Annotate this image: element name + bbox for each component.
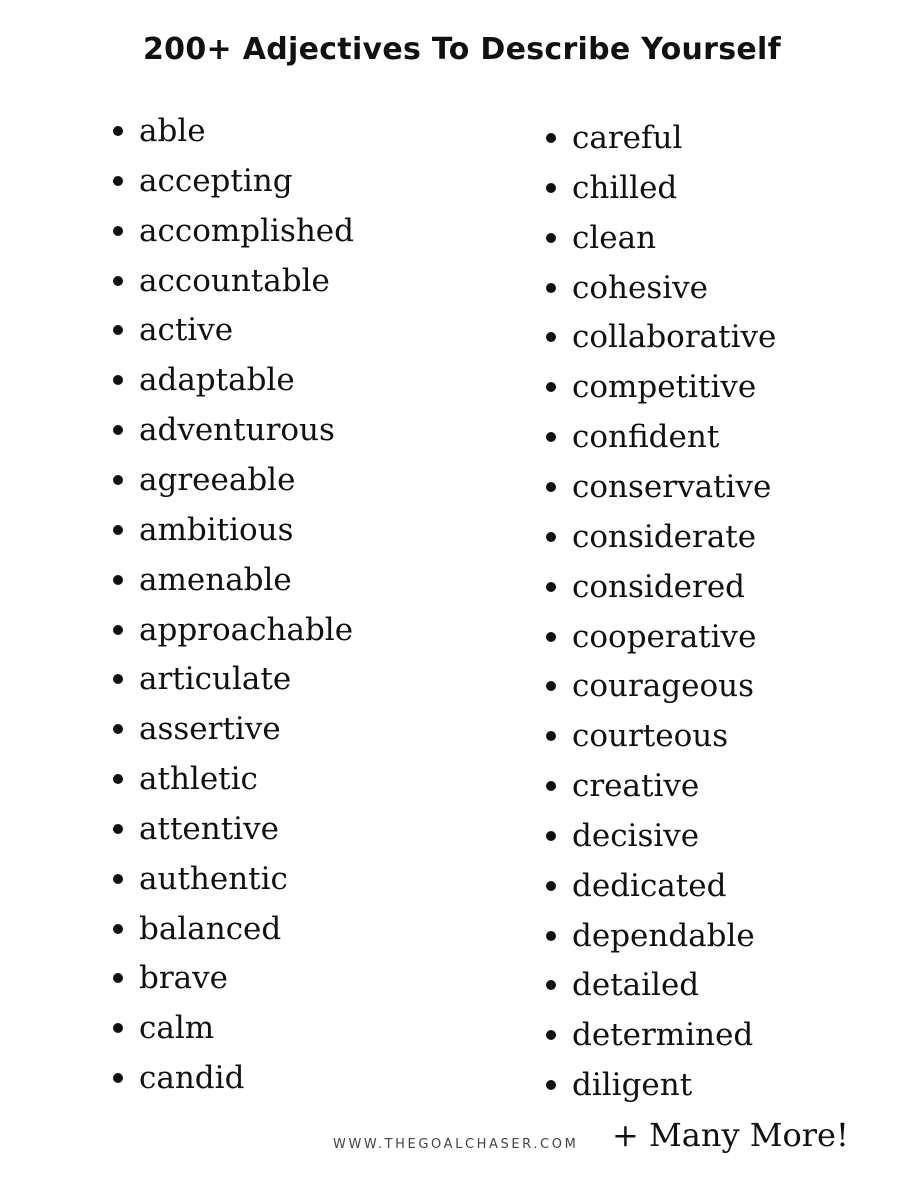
bullet-icon — [546, 1080, 556, 1090]
adjective-text: accountable — [139, 262, 330, 299]
adjective-text: adaptable — [139, 362, 295, 399]
adjective-text: competitive — [572, 369, 757, 406]
bullet-icon — [546, 731, 556, 741]
adjective-text: confident — [572, 419, 720, 456]
adjective-text: courteous — [572, 718, 729, 755]
many-more-label: + Many More! — [612, 1116, 849, 1154]
bullet-icon — [546, 332, 556, 342]
bullet-icon — [113, 575, 123, 585]
bullet-icon — [113, 674, 123, 684]
adjective-text: calm — [139, 1010, 215, 1047]
adjective-text: ambitious — [139, 511, 294, 548]
bullet-icon — [113, 625, 123, 635]
adjective-text: able — [139, 113, 206, 149]
adjective-text: cohesive — [572, 269, 709, 306]
adjective-text: balanced — [139, 910, 282, 947]
adjective-text: creative — [572, 768, 700, 805]
bullet-icon — [113, 325, 123, 335]
bullet-icon — [546, 632, 556, 642]
adjective-text: dependable — [572, 917, 755, 954]
bullet-icon — [546, 432, 556, 442]
adjective-text: considered — [572, 568, 746, 605]
adjective-text: courageous — [572, 668, 755, 705]
adjective-text: considerate — [572, 518, 757, 555]
bullet-icon — [113, 1023, 123, 1033]
adjective-text: accepting — [139, 162, 293, 199]
adjective-text: detailed — [572, 967, 700, 1004]
bullet-icon — [113, 375, 123, 385]
bullet-icon — [113, 874, 123, 884]
bullet-icon — [113, 276, 123, 286]
adjective-text: careful — [572, 120, 683, 156]
adjective-text: chilled — [572, 169, 678, 206]
bullet-icon — [113, 924, 123, 934]
bullet-icon — [546, 532, 556, 542]
adjective-text: clean — [572, 219, 657, 256]
bullet-icon — [113, 176, 123, 186]
adjective-text: diligent — [572, 1067, 693, 1104]
bullet-icon — [546, 831, 556, 841]
bullet-icon — [113, 126, 123, 136]
adjective-text: agreeable — [139, 461, 296, 498]
adjective-text: authentic — [139, 860, 288, 897]
adjective-text: attentive — [139, 810, 279, 847]
adjective-text: conservative — [572, 468, 772, 505]
adjective-text: dedicated — [572, 867, 727, 904]
bullet-icon — [546, 582, 556, 592]
adjective-text: candid — [139, 1060, 245, 1097]
bullet-icon — [546, 881, 556, 891]
adjective-text: brave — [139, 960, 229, 997]
bullet-icon — [546, 781, 556, 791]
adjective-text: decisive — [572, 817, 700, 854]
adjective-text: accomplished — [139, 212, 355, 249]
bullet-icon — [113, 724, 123, 734]
bullet-icon — [113, 774, 123, 784]
adjective-text: amenable — [139, 561, 292, 598]
adjective-text: cooperative — [572, 618, 757, 655]
bullet-icon — [546, 133, 556, 143]
bullet-icon — [546, 283, 556, 293]
adjective-text: articulate — [139, 661, 292, 698]
bullet-icon — [546, 183, 556, 193]
website-label: WWW.THEGOALCHASER.COM — [333, 1137, 579, 1152]
adjective-text: collaborative — [572, 319, 777, 356]
bullet-icon — [546, 233, 556, 243]
bullet-icon — [113, 973, 123, 983]
bullet-icon — [546, 382, 556, 392]
bullet-icon — [113, 475, 123, 485]
bullet-icon — [546, 681, 556, 691]
bullet-icon — [113, 226, 123, 236]
bullet-icon — [113, 425, 123, 435]
adjective-text: assertive — [139, 711, 281, 748]
adjective-text: active — [139, 312, 234, 349]
bullet-icon — [546, 980, 556, 990]
bullet-icon — [113, 525, 123, 535]
bullet-icon — [113, 824, 123, 834]
adjective-text: approachable — [139, 611, 354, 648]
adjective-text: adventurous — [139, 412, 335, 449]
bullet-icon — [113, 1073, 123, 1083]
bullet-icon — [546, 1030, 556, 1040]
bullet-icon — [546, 931, 556, 941]
adjective-text: athletic — [139, 761, 258, 798]
page-title: 200+ Adjectives To Describe Yourself — [143, 32, 781, 67]
bullet-icon — [546, 482, 556, 492]
adjective-text: determined — [572, 1017, 754, 1054]
